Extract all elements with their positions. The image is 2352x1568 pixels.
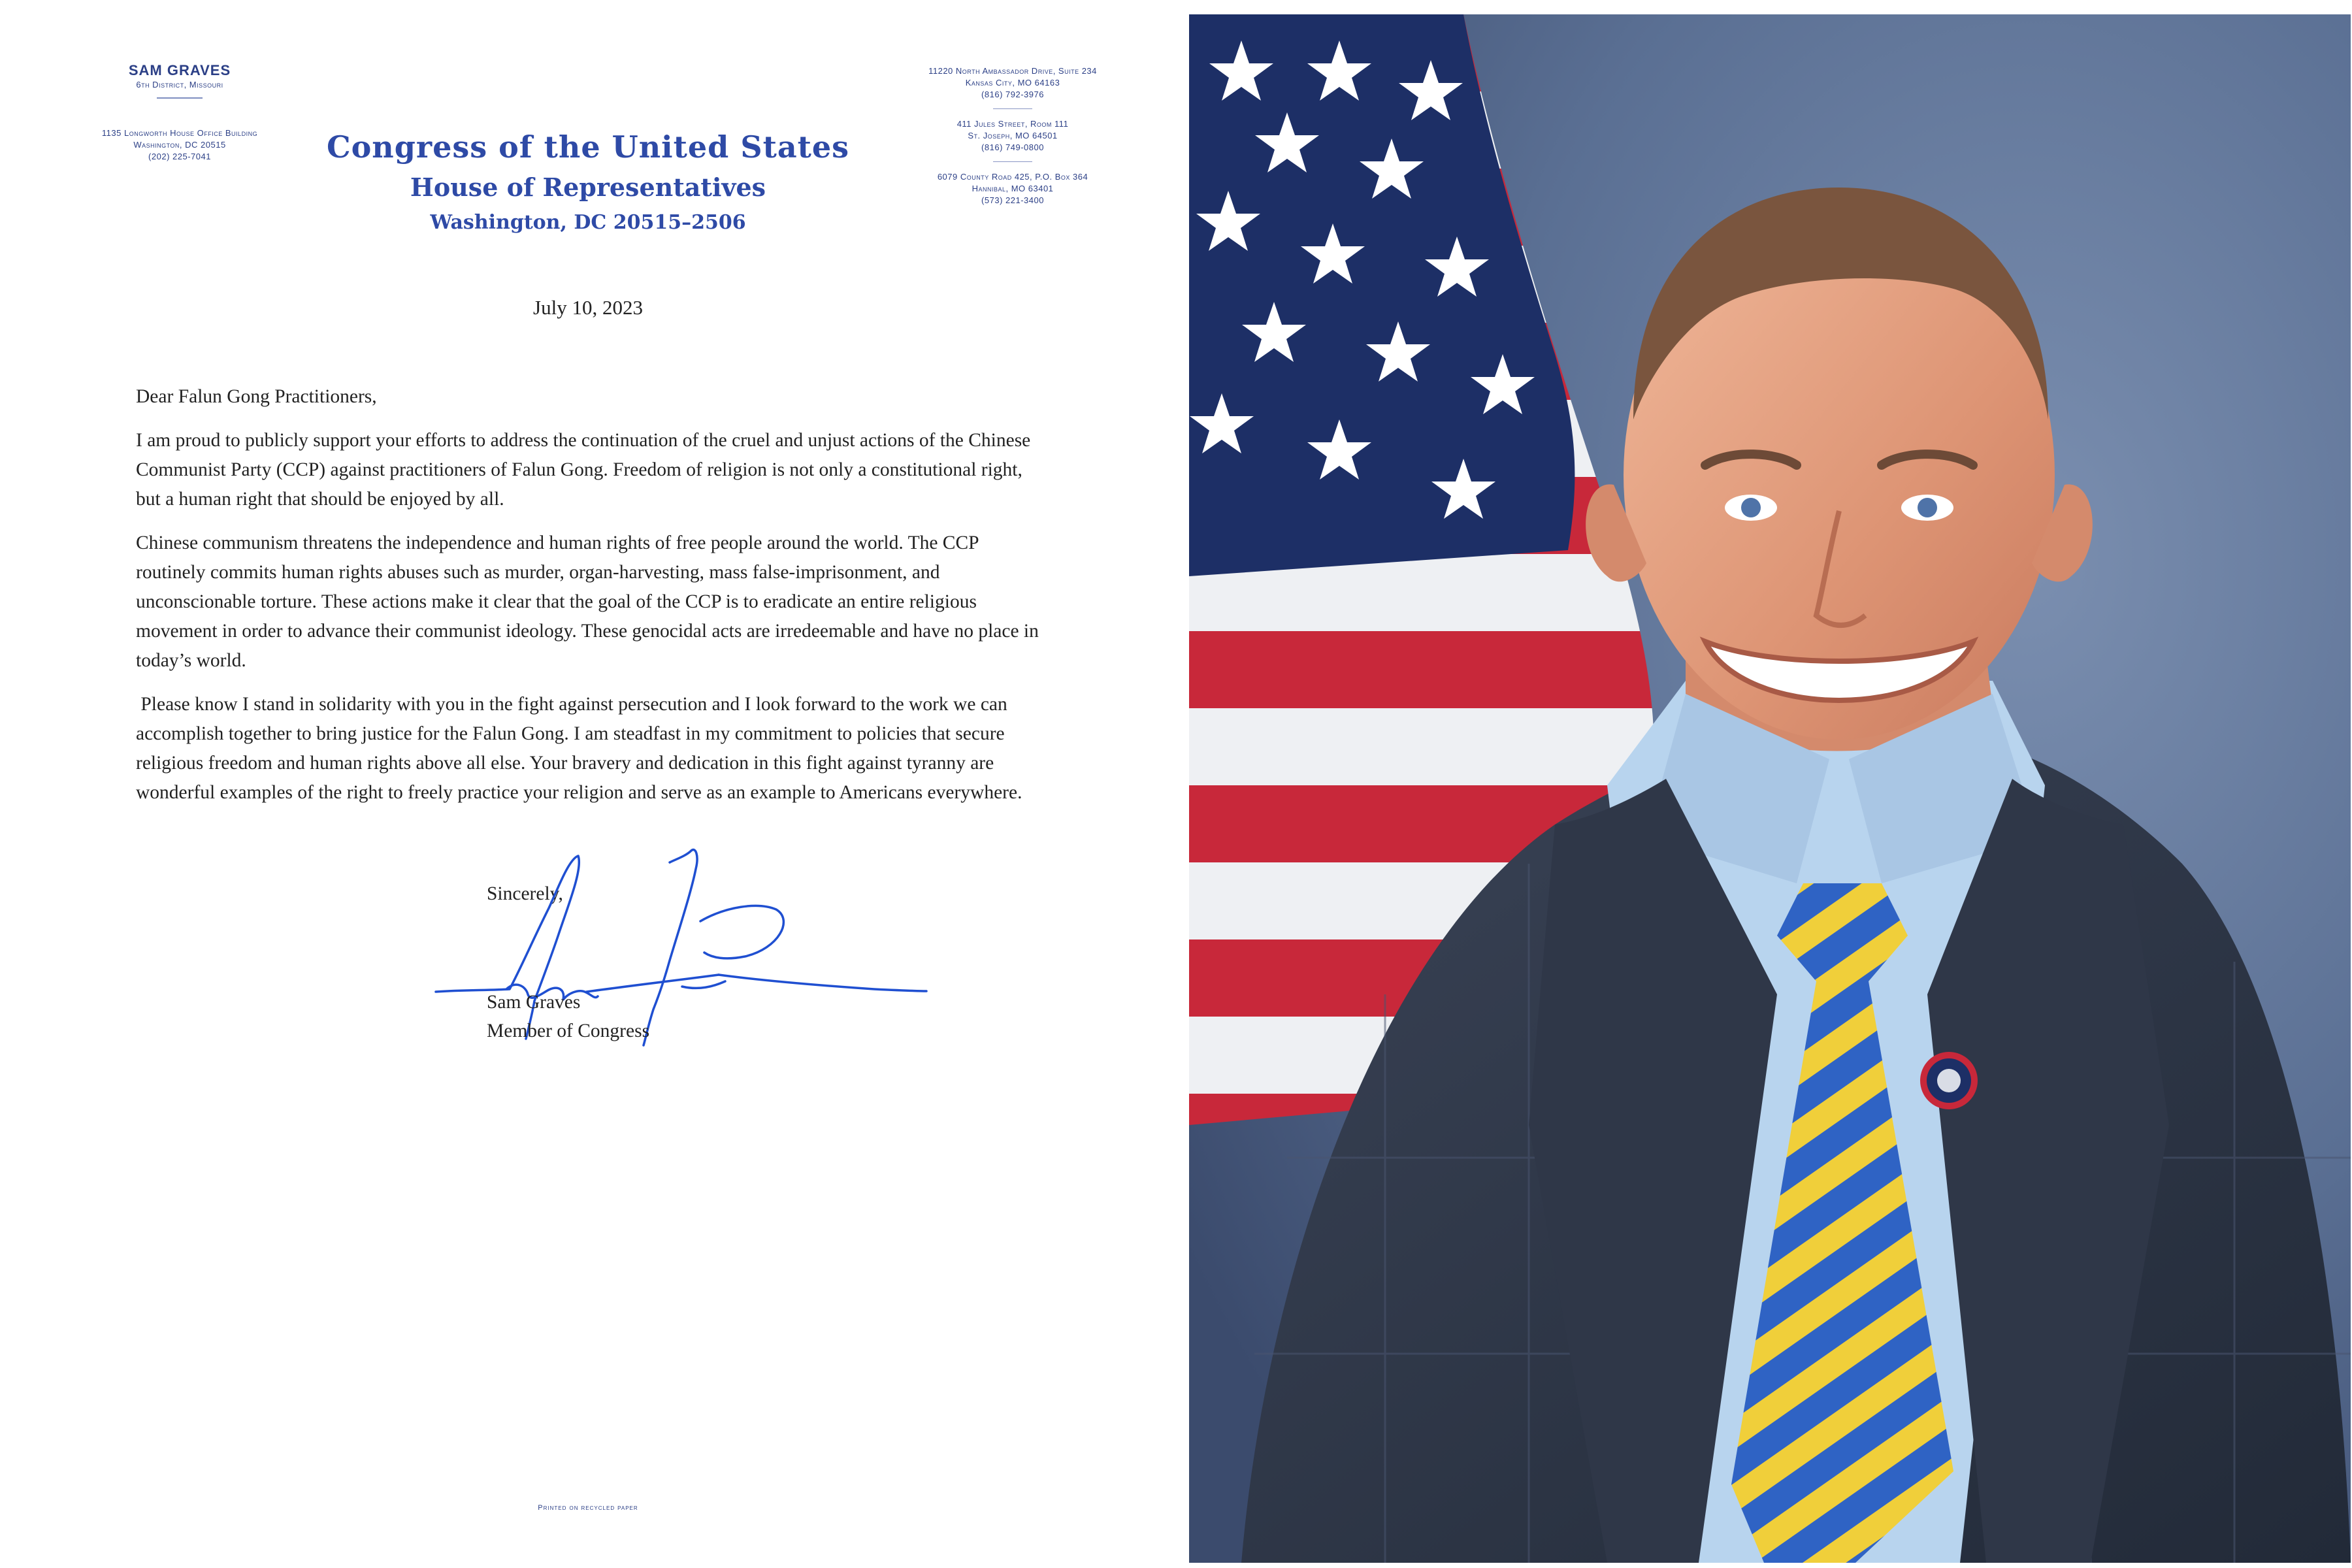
office-line: (816) 749-0800 — [981, 142, 1044, 152]
signer-block — [487, 988, 649, 1045]
footer-note: Printed on recycled paper — [538, 1504, 638, 1512]
office-line: (573) 221-3400 — [981, 195, 1044, 205]
letterhead-center — [294, 129, 882, 234]
district-office-1 — [875, 65, 1150, 101]
office-line: Kansas City, MO 64163 — [965, 78, 1060, 88]
chamber-title: House of Representatives — [410, 172, 766, 202]
office-line: 11220 North Ambassador Drive, Suite 234 — [928, 66, 1097, 76]
closing: Sincerely, — [487, 883, 563, 904]
paragraph-2: Chinese communism threatens the independence and human rights of free people around the world. The CCP routinely commits human rights abuses such as murder, organ-harvesting, mass false-imprisonment, and unconscionable torture. These actions make it clear that the goal of the CCP is to eradicate an entire religious movement in order to advance their communist ideology. These genocidal acts are irredeemable and have no place in today’s world. — [136, 532, 1039, 671]
portrait-illustration — [1189, 14, 2351, 1563]
office-divider — [993, 161, 1032, 162]
district: 6th District, Missouri — [136, 80, 223, 90]
paragraph-1: I am proud to publicly support your efforts to address the continuation of the cruel and unjust actions of the Chinese Communist Party (CCP) against practitioners of Falun Gong. Freedom of religion is not only a constitutional right, but a human right that should be enjoyed by all. — [136, 430, 1031, 510]
office-line: St. Joseph, MO 64501 — [968, 131, 1058, 140]
office-line: (816) 792-3976 — [981, 90, 1044, 99]
district-office-2 — [875, 118, 1150, 154]
letterhead-right — [875, 65, 1150, 206]
paragraph-3: Please know I stand in solidarity with you in the fight against persecution and I look forward to the work we can accomplish together to bring justice for the Falun Gong. I am steadfast in my commitment to policies that secure religious freedom and human rights above all else. Your bravery and dedication in this fight against tyranny are wonderful examples of the right to freely practice your religion and serve as an example to Americans everywhere. — [136, 694, 1022, 803]
office-line: 411 Jules Street, Room 111 — [956, 119, 1069, 129]
office-line: Hannibal, MO 63401 — [972, 184, 1054, 193]
district-office-3 — [875, 171, 1150, 206]
dc-office-line: (202) 225-7041 — [148, 152, 211, 161]
dc-office-address — [62, 127, 297, 163]
congress-title: Congress of the United States — [326, 129, 850, 165]
representative-name: SAM GRAVES — [128, 62, 231, 78]
city-line: Washington, DC 20515–2506 — [430, 211, 746, 234]
portrait-photo — [1189, 14, 2351, 1563]
signer-title: Member of Congress — [487, 1021, 650, 1041]
letter-body — [136, 382, 1051, 822]
letter-date: July 10, 2023 — [533, 296, 643, 319]
congressional-pin-icon — [1920, 1052, 1978, 1109]
dc-office-line: Washington, DC 20515 — [133, 140, 226, 150]
salutation: Dear Falun Gong Practitioners, — [136, 386, 377, 407]
office-divider — [993, 108, 1032, 109]
letterhead-divider — [157, 97, 203, 99]
signer-name: Sam Graves — [487, 992, 581, 1013]
office-line: 6079 County Road 425, P.O. Box 364 — [937, 172, 1088, 182]
letterhead-left — [62, 62, 297, 163]
dc-office-line: 1135 Longworth House Office Building — [101, 128, 258, 138]
